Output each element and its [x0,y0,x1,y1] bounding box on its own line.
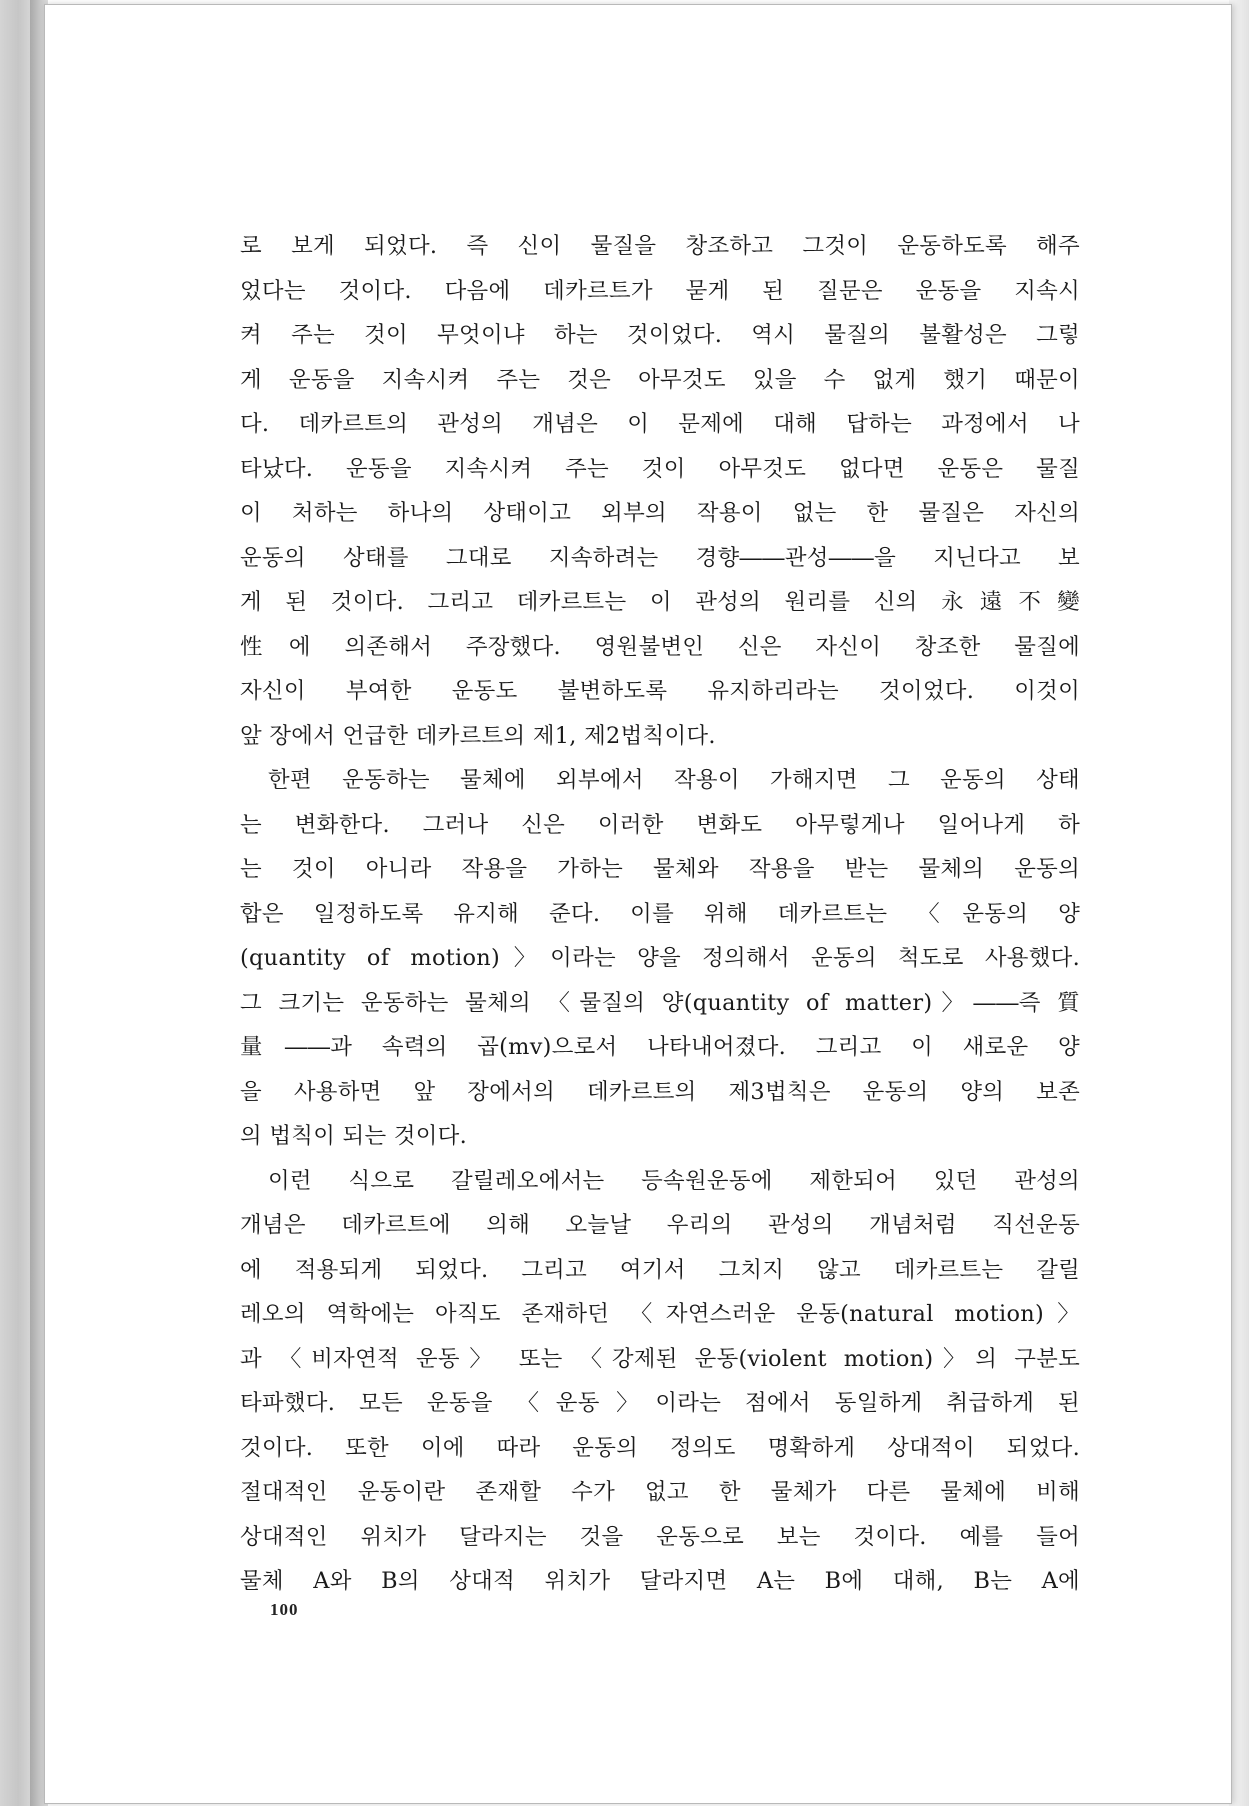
text-line: 상대적인 위치가 달라지는 것을 운동으로 보는 것이다. 예를 들어 [240,1523,1080,1550]
text-line: 量――과 속력의 곱(mv)으로서 나타내어졌다. 그리고 이 새로운 양 [240,1034,1080,1060]
text-line: 레오의 역학에는 아직도 존재하던 〈자연스러운 운동(natural motion)〉 [240,1301,1080,1327]
text-line: 性에 의존해서 주장했다. 영원불변인 신은 자신이 창조한 물질에 [240,633,1080,660]
text-line: 었다는 것이다. 다음에 데카르트가 묻게 된 질문은 운동을 지속시 [240,277,1080,304]
text-line: 과 〈비자연적 운동〉 또는 〈강제된 운동(violent motion)〉의 구분도 [240,1345,1080,1372]
paragraph-end-line: 의 법칙이 되는 것이다. [240,1123,468,1149]
text-line: 것이다. 또한 이에 따라 운동의 정의도 명확하게 상대적이 되었다. [240,1434,1080,1461]
text-line: 을 사용하면 앞 장에서의 데카르트의 제3법칙은 운동의 양의 보존 [240,1078,1080,1105]
text-line: 합은 일정하도록 유지해 준다. 이를 위해 데카르트는 〈운동의 양 [240,900,1080,927]
text-line: 켜 주는 것이 무엇이냐 하는 것이었다. 역시 물질의 불활성은 그렇 [240,322,1080,348]
text-line: 는 것이 아니라 작용을 가하는 물체와 작용을 받는 물체의 운동의 [240,856,1080,882]
paragraph-start-line: 이런 식으로 갈릴레오에서는 등속원운동에 제한되어 있던 관성의 [268,1167,1080,1194]
text-line: 운동의 상태를 그대로 지속하려는 경향――관성――을 지닌다고 보 [240,544,1080,571]
text-line: 개념은 데카르트에 의해 오늘날 우리의 관성의 개념처럼 직선운동 [240,1212,1080,1238]
text-line: 에 적용되게 되었다. 그리고 여기서 그치지 않고 데카르트는 갈릴 [240,1256,1080,1283]
text-line: 자신이 부여한 운동도 불변하도록 유지하리라는 것이었다. 이것이 [240,678,1080,704]
text-line: 게 된 것이다. 그리고 데카르트는 이 관성의 원리를 신의 永遠不變 [240,589,1080,615]
text-line: 게 운동을 지속시켜 주는 것은 아무것도 있을 수 없게 했기 때문이 [240,366,1080,393]
paragraph-start-line: 한편 운동하는 물체에 외부에서 작용이 가해지면 그 운동의 상태 [268,767,1080,793]
body-text [240,224,1080,1604]
text-line: 다. 데카르트의 관성의 개념은 이 문제에 대해 답하는 과정에서 나 [240,411,1080,437]
right-page-shadow [1229,0,1249,1806]
text-line: 타났다. 운동을 지속시켜 주는 것이 아무것도 없다면 운동은 물질 [240,455,1080,482]
text-line: 이 처하는 하나의 상태이고 외부의 작용이 없는 한 물질은 자신의 [240,500,1080,526]
text-line: 그 크기는 운동하는 물체의 〈물질의 양(quantity of matter)〉――즉 質 [240,989,1080,1016]
text-line: 로 보게 되었다. 즉 신이 물질을 창조하고 그것이 운동하도록 해주 [240,233,1080,259]
text-line: 는 변화한다. 그러나 신은 이러한 변화도 아무렇게나 일어나게 하 [240,811,1080,838]
text-line: 절대적인 운동이란 존재할 수가 없고 한 물체가 다른 물체에 비해 [240,1479,1080,1505]
paragraph-end-line: 앞 장에서 언급한 데카르트의 제1, 제2법칙이다. [240,722,716,749]
text-line: 물체 A와 B의 상대적 위치가 달라지면 A는 B에 대해, B는 A에 [240,1568,1080,1594]
text-line: 타파했다. 모든 운동을 〈운동〉이라는 점에서 동일하게 취급하게 된 [240,1390,1080,1416]
page-number: 100 [270,1600,299,1619]
text-line: (quantity of motion)〉이라는 양을 정의해서 운동의 척도로 사용했다. [240,945,1080,971]
